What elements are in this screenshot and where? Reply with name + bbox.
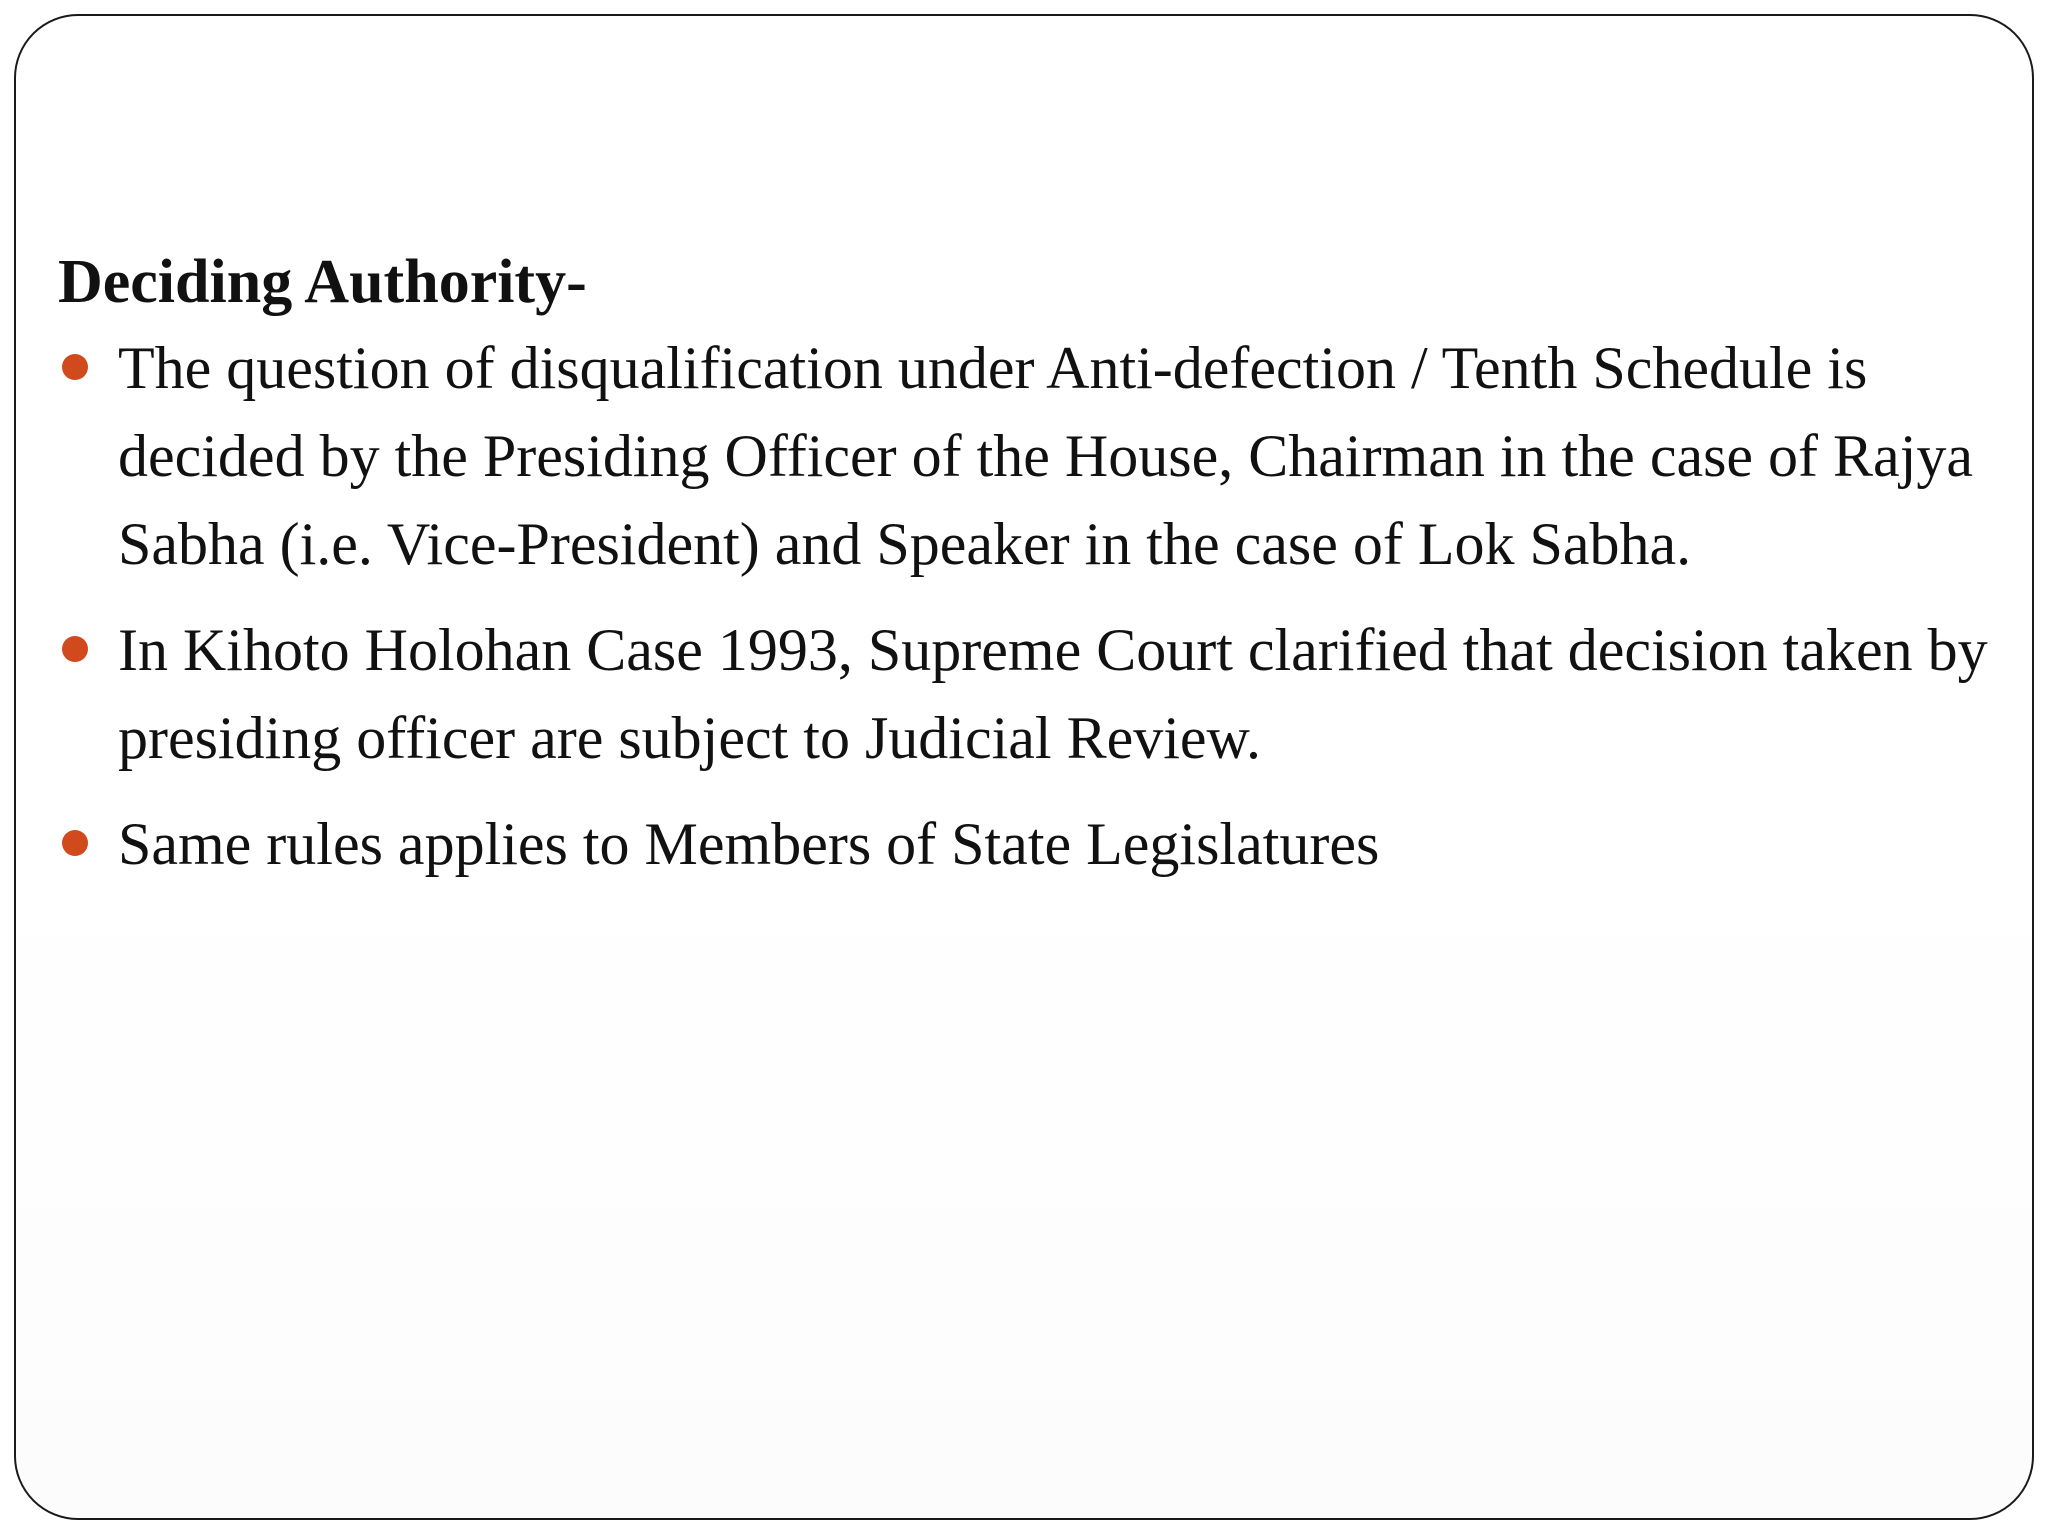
slide-heading: Deciding Authority- <box>58 248 587 316</box>
bullet-text: In Kihoto Holohan Case 1993, Supreme Court clarified that decision taken by presiding officer are subject to Judicial Review. <box>118 617 1988 771</box>
bullet-text: The question of disqualification under Anti-defection / Tenth Schedule is decided by the Presiding Officer of the House, Chairman in the case of Rajya Sabha (i.e. Vice-President) and Speaker in the case of Lok Sabha. <box>118 335 1973 577</box>
bullet-item <box>58 800 2018 888</box>
bullet-item <box>58 606 2018 782</box>
bullet-item <box>58 324 2018 588</box>
bullet-dot-icon <box>62 636 88 662</box>
bullet-list <box>58 324 2018 888</box>
slide-content <box>58 246 2018 906</box>
bullet-dot-icon <box>62 354 88 380</box>
slide-frame <box>14 14 2034 1520</box>
bullet-dot-icon <box>62 830 88 856</box>
bullet-text: Same rules applies to Members of State Legislatures <box>118 811 1380 877</box>
